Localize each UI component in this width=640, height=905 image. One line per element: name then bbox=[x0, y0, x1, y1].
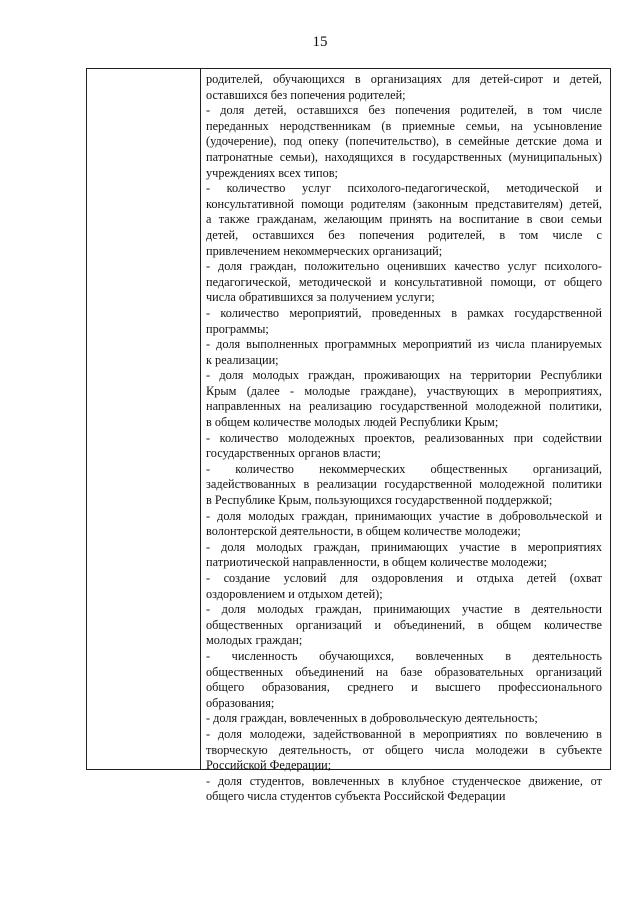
indicator-line: - доля молодых граждан, принимающих участие в добровольческой и bbox=[206, 508, 602, 523]
indicator-line: в Республике Крым, пользующихся государственной поддержкой; bbox=[206, 493, 553, 508]
indicator-line: образования; bbox=[206, 695, 275, 710]
indicator-line: - количество молодежных проектов, реализованных при содействии bbox=[206, 430, 602, 445]
indicator-line: к реализации; bbox=[206, 352, 279, 367]
indicator-line: - доля граждан, вовлеченных в добровольческую деятельность; bbox=[206, 711, 538, 726]
indicator-line: - доля молодых граждан, принимающих участие в деятельности bbox=[206, 602, 602, 617]
indicator-line: - доля детей, оставшихся без попечения родителей, в том числе bbox=[206, 103, 602, 118]
indicator-line: - количество некоммерческих общественных организаций, bbox=[206, 461, 602, 476]
indicator-line: Крым (далее - молодые граждане), участвующих в мероприятиях, bbox=[206, 383, 602, 398]
indicator-line: - количество услуг психолого-педагогической, методической и bbox=[206, 181, 602, 196]
indicator-line: - доля молодых граждан, принимающих участие в мероприятиях bbox=[206, 539, 602, 554]
indicator-paragraph bbox=[206, 571, 602, 602]
indicator-paragraph bbox=[206, 711, 602, 727]
indicator-line: - доля молодых граждан, проживающих на территории Республики bbox=[206, 368, 602, 383]
indicator-line: - создание условий для оздоровления и отдыха детей (охват bbox=[206, 571, 602, 585]
page-number: 15 bbox=[312, 34, 328, 50]
indicator-paragraph bbox=[206, 368, 602, 430]
indicator-line: числа обратившихся за получением услуги; bbox=[206, 290, 435, 305]
indicator-line: молодых граждан; bbox=[206, 633, 303, 648]
indicator-line: патронатные семьи), находящихся в государственных (муниципальных) bbox=[206, 149, 602, 164]
indicator-line: консультативной помощи родителям (законным представителям) детей, bbox=[206, 196, 602, 211]
indicator-line: общественных организаций и объединений, в общем количестве bbox=[206, 617, 602, 632]
indicator-paragraph bbox=[206, 649, 602, 711]
indicator-line: - доля студентов, вовлеченных в клубное студенческое движение, от bbox=[206, 773, 602, 788]
indicator-paragraph bbox=[206, 259, 602, 306]
indicator-paragraph bbox=[206, 306, 602, 337]
indicator-line: переданных неродственникам (в приемные семьи, на усыновление bbox=[206, 118, 602, 133]
indicator-paragraph bbox=[206, 337, 602, 368]
indicator-paragraph bbox=[206, 774, 602, 805]
indicator-line: родителей, обучающихся в организациях для детей-сирот и детей, bbox=[206, 72, 602, 86]
indicator-line: - доля граждан, положительно оценивших качество услуг психолого- bbox=[206, 259, 602, 274]
indicator-line: - доля молодежи, задействованной в мероприятиях по вовлечению в bbox=[206, 726, 602, 741]
indicator-paragraph bbox=[206, 540, 602, 571]
indicator-line: - количество мероприятий, проведенных в рамках государственной bbox=[206, 305, 602, 320]
indicators-cell bbox=[206, 72, 602, 805]
indicator-paragraph bbox=[206, 103, 602, 181]
indicator-paragraph bbox=[206, 72, 602, 103]
indicator-line: - доля выполненных программных мероприятий из числа планируемых bbox=[206, 337, 602, 352]
indicator-line: государственных органов власти; bbox=[206, 446, 381, 461]
indicator-line: Российской Федерации; bbox=[206, 758, 332, 773]
indicator-line: общего числа студентов субъекта Российской Федерации bbox=[206, 789, 506, 804]
indicator-line: а также гражданам, желающим принять на воспитание в свои семьи bbox=[206, 212, 602, 227]
indicator-line: общественных объединений на базе образовательных организаций bbox=[206, 664, 602, 679]
indicator-line: педагогической, методической и консультативной помощи, от общего bbox=[206, 274, 602, 289]
indicator-line: учреждениях всех типов; bbox=[206, 165, 338, 180]
indicator-line: оставшихся без попечения родителей; bbox=[206, 87, 406, 102]
indicator-paragraph bbox=[206, 462, 602, 509]
indicator-line: направленных на реализацию государственной молодежной политики, bbox=[206, 399, 602, 414]
indicator-paragraph bbox=[206, 727, 602, 774]
indicator-line: (удочерение), под опеку (попечительство), в семейные детские дома и bbox=[206, 134, 602, 149]
indicator-line: творческую деятельность, от общего числа молодежи в субъекте bbox=[206, 742, 602, 757]
indicator-line: программы; bbox=[206, 321, 269, 336]
indicator-line: детей, оставшихся без попечения родителей, в том числе с bbox=[206, 227, 602, 242]
indicator-line: задействованных в реализации государственной молодежной политики bbox=[206, 477, 602, 492]
indicators-table bbox=[86, 68, 611, 804]
column-divider bbox=[200, 69, 201, 769]
indicator-line: волонтерской деятельности, в общем количестве молодежи; bbox=[206, 524, 521, 539]
indicator-line: патриотической направленности, в общем количестве молодежи; bbox=[206, 555, 548, 570]
indicator-line: общего образования, среднего и высшего профессионального bbox=[206, 680, 602, 695]
indicator-line: - численность обучающихся, вовлеченных в деятельность bbox=[206, 648, 602, 663]
indicator-paragraph bbox=[206, 509, 602, 540]
indicator-paragraph bbox=[206, 181, 602, 259]
indicator-paragraph bbox=[206, 602, 602, 649]
indicator-paragraph bbox=[206, 431, 602, 462]
indicator-line: привлечением некоммерческих организаций; bbox=[206, 243, 443, 258]
indicator-line: оздоровлением и отдыхом детей); bbox=[206, 586, 383, 601]
indicator-line: в общем количестве молодых людей Республики Крым; bbox=[206, 415, 499, 430]
